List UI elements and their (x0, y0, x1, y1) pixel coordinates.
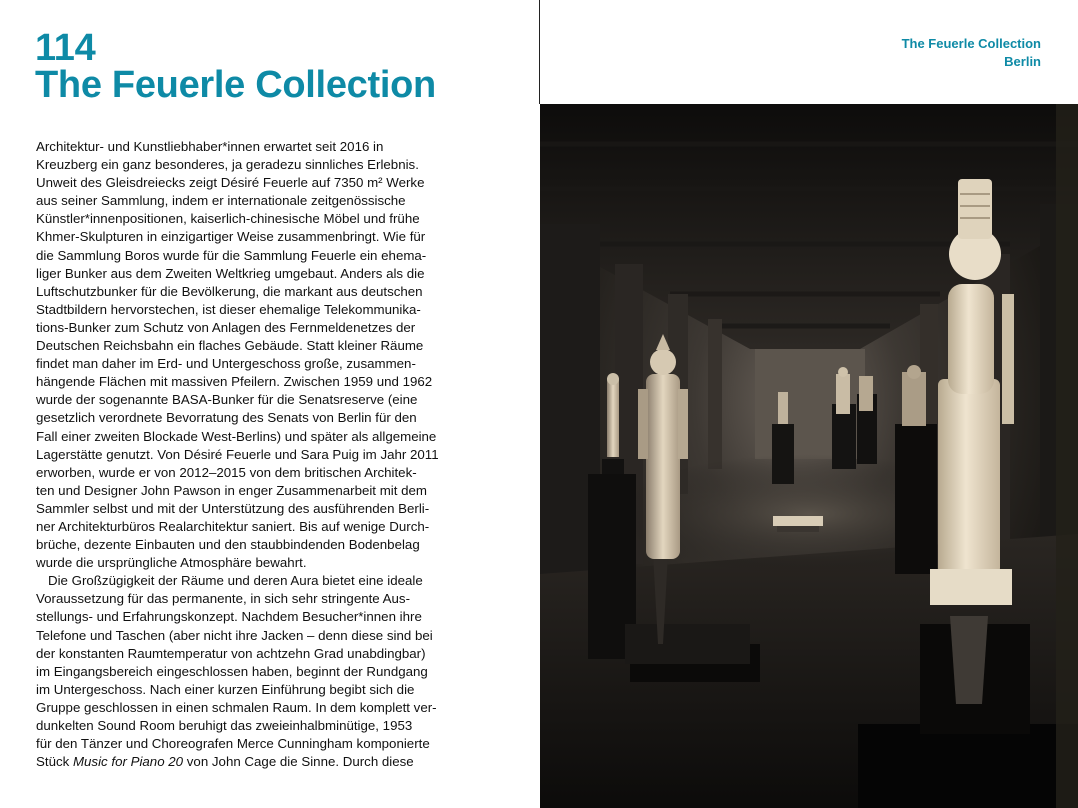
text-line: stellungs- und Erfahrungskonzept. Nachdem Besucher*innen ihre (36, 609, 422, 625)
text-line-last (36, 753, 506, 771)
text-line: Telefone und Taschen (aber nicht ihre Jacken – denn diese sind bei (36, 627, 433, 643)
text-line: Lagerstätte genutzt. Von Désiré Feuerle und Sara Puig im Jahr 2011 (36, 446, 439, 462)
text-line: erworben, wurde er von 2012–2015 von dem britischen Architek- (36, 464, 417, 480)
text-line: tions-Bunker zum Schutz von Anlagen des Fernmeldenetzes der (36, 319, 416, 335)
right-page (540, 0, 1078, 808)
text-line: liger Bunker aus dem Zweiten Weltkrieg umgebaut. Anders als die (36, 265, 425, 281)
body-text (36, 138, 506, 771)
text-line: Sammler selbst und mit der Unterstützung des ausführenden Berli- (36, 500, 430, 516)
text-line: Fall einer zweiten Blockade West-Berlins) und später als allgemeine (36, 428, 437, 444)
text-line: Deutschen Reichsbahn ein flaches Gebäude. Statt kleiner Räume (36, 338, 424, 354)
text-run: Stück (36, 754, 73, 770)
text-line: Stadtbildern hervorstechen, ist dieser ehemalige Telekommunika- (36, 301, 421, 317)
text-line: aus seiner Sammlung, indem er internationale zeitgenössische (36, 193, 406, 209)
text-line: wurde der sogenannte BASA-Bunker für die Senatsreserve (eine (36, 392, 418, 408)
gallery-photo (540, 104, 1078, 808)
work-title: Music for Piano 20 (72, 754, 184, 770)
text-line: Die Großzügigkeit der Räume und deren Aura bietet eine ideale (48, 573, 423, 589)
text-line: Khmer-Skulpturen in einzigartiger Weise zusammenbringt. Wie für (36, 229, 426, 245)
chapter-heading (35, 27, 436, 106)
text-line: wurde die ursprüngliche Atmosphäre bewahrt. (36, 555, 307, 571)
text-line: ten und Designer John Pawson in enger Zusammenarbeit mit dem (36, 482, 427, 498)
text-line: der konstanten Raumtemperatur von achtzehn Grad unabdingbar) (36, 645, 426, 661)
text-line: dunkelten Sound Room beruhigt das zweieinhalbminütige, 1953 (36, 718, 413, 733)
text-line: Unweit des Gleisdreiecks zeigt Désiré Feuerle auf 7350 m² Werke (36, 175, 425, 191)
text-line: Kreuzberg ein ganz besonderes, ja geradezu sinnliches Erlebnis. (36, 157, 419, 173)
running-head (902, 35, 1041, 71)
text-line: im Untergeschoss. Nach einer kurzen Einführung begibt sich die (36, 681, 415, 697)
text-run: von John Cage die Sinne. Durch diese (183, 754, 414, 770)
text-line: Voraussetzung für das permanente, in sich sehr stringente Aus- (36, 591, 411, 607)
text-line: im Eingangsbereich eingeschlossen haben, beginnt der Rundgang (36, 663, 428, 679)
text-line: ner Architekturbüros Realarchitektur saniert. Bis auf wenige Durch- (36, 518, 430, 534)
chapter-title: The Feuerle Collection (35, 64, 436, 106)
text-line: Luftschutzbunker für die Bevölkerung, die markant aus deutschen (36, 283, 423, 299)
text-line: die Sammlung Boros wurde für die Sammlung Feuerle ein ehema- (36, 247, 427, 263)
text-line: gesetzlich verordnete Bevorratung des Senats von Berlin für den (36, 410, 417, 426)
text-line: Künstler*innenpositionen, kaiserlich-chinesische Möbel und frühe (36, 211, 420, 227)
text-line: brüche, dezente Einbauten und den staubbindenden Bodenbelag (36, 537, 420, 553)
running-head-title: The Feuerle Collection (901, 36, 1041, 51)
running-head-city: Berlin (1004, 54, 1041, 69)
text-line: Architektur- und Kunstliebhaber*innen erwartet seit 2016 in (36, 139, 384, 154)
page-number: 114 (35, 27, 96, 69)
text-line: für den Tänzer und Choreografen Merce Cunningham komponierte (36, 736, 430, 752)
text-line: Gruppe geschlossen in einen schmalen Raum. In dem komplett ver- (36, 699, 437, 715)
text-line: hängende Flächen mit massiven Pfeilern. Zwischen 1959 und 1962 (36, 374, 433, 390)
text-line: findet man daher im Erd- und Untergeschoss große, zusammen- (36, 356, 416, 372)
